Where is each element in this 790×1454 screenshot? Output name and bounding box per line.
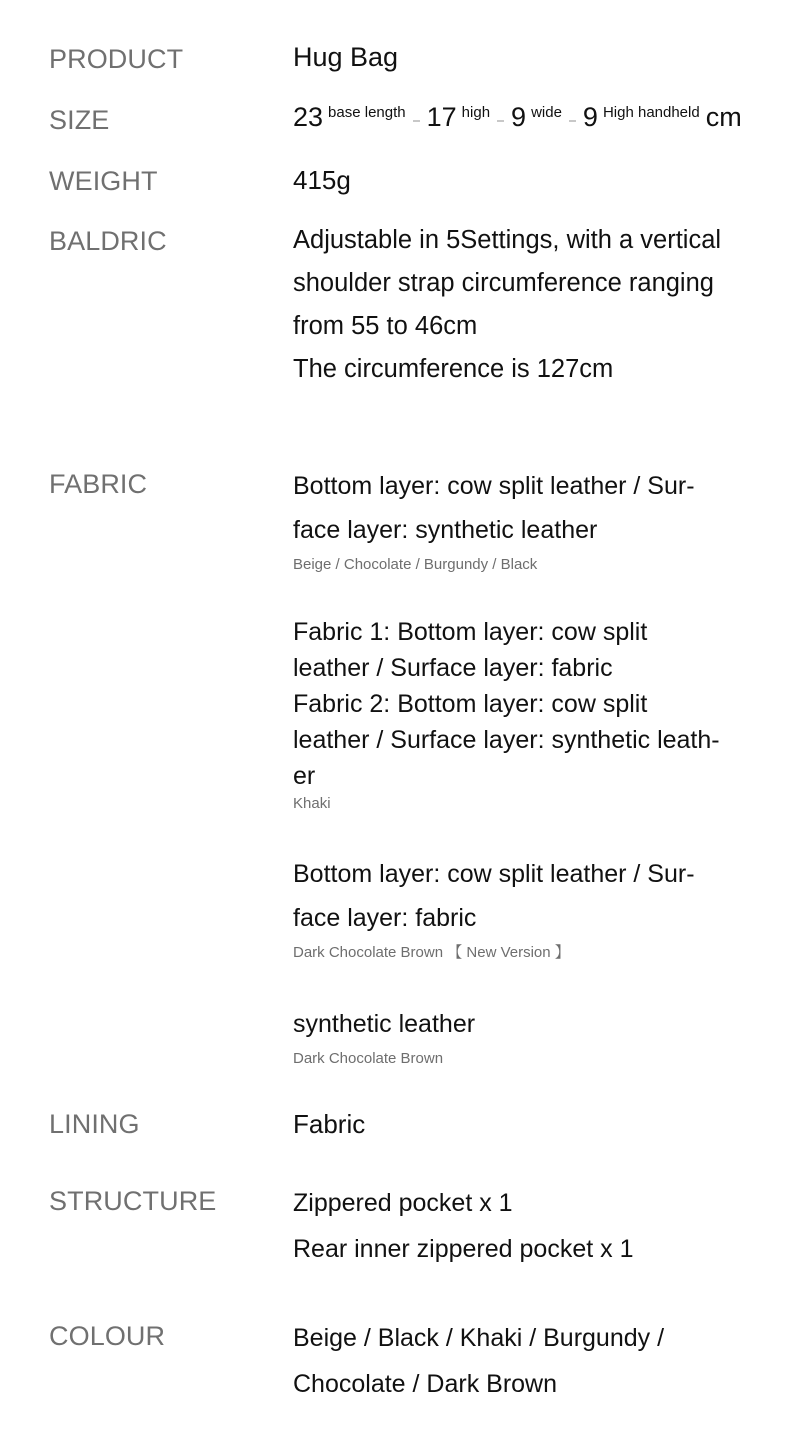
colour-line: Chocolate / Dark Brown bbox=[293, 1370, 558, 1398]
product-label: PRODUCT bbox=[49, 44, 184, 74]
product-value: Hug Bag bbox=[293, 42, 399, 72]
structure-label: STRUCTURE bbox=[49, 1186, 217, 1216]
fabric-group-4 bbox=[293, 1002, 753, 1069]
lining-value: Fabric bbox=[293, 1109, 366, 1139]
fabric-colour-note: Dark Chocolate Brown 【 New Version 】 bbox=[293, 944, 570, 961]
fabric-group-2 bbox=[293, 614, 753, 814]
fabric-line: face layer: fabric bbox=[293, 904, 477, 932]
baldric-line: from 55 to 46cm bbox=[293, 312, 478, 340]
size-unit-cm: cm bbox=[705, 102, 742, 132]
size-num-handheld: 9 bbox=[582, 102, 598, 132]
fabric-group-3 bbox=[293, 852, 753, 963]
size-unit-high: high bbox=[461, 104, 491, 121]
size-unit-length: base length bbox=[328, 104, 406, 121]
fabric-group-1 bbox=[293, 464, 753, 575]
structure-line: Zippered pocket x 1 bbox=[293, 1189, 513, 1217]
size-num-wide: 9 bbox=[511, 102, 527, 132]
baldric-label: BALDRIC bbox=[49, 226, 167, 256]
size-num-high: 17 bbox=[426, 102, 457, 132]
baldric-value bbox=[293, 219, 753, 391]
baldric-line: Adjustable in 5Settings, with a vertical bbox=[293, 226, 722, 254]
fabric-colour-note: Khaki bbox=[293, 795, 331, 812]
fabric-line: Fabric 1: Bottom layer: cow split bbox=[293, 618, 648, 646]
size-separator bbox=[413, 120, 420, 122]
size-num-length: 23 bbox=[293, 102, 324, 132]
size-separator bbox=[569, 120, 576, 122]
weight-value: 415g bbox=[293, 165, 351, 195]
size-value bbox=[293, 102, 742, 133]
fabric-label: FABRIC bbox=[49, 469, 148, 499]
size-separator bbox=[497, 120, 504, 122]
structure-value bbox=[293, 1180, 753, 1272]
lining-label: LINING bbox=[49, 1109, 140, 1139]
size-unit-wide: wide bbox=[531, 104, 562, 121]
baldric-line: The circumference is 127cm bbox=[293, 355, 614, 383]
fabric-line: leather / Surface layer: fabric bbox=[293, 654, 613, 682]
fabric-colour-note: Beige / Chocolate / Burgundy / Black bbox=[293, 556, 538, 573]
fabric-line: face layer: synthetic leather bbox=[293, 516, 598, 544]
fabric-line: Bottom layer: cow split leather / Sur- bbox=[293, 472, 695, 500]
colour-label: COLOUR bbox=[49, 1321, 166, 1351]
fabric-line: er bbox=[293, 762, 316, 790]
baldric-line: shoulder strap circumference ranging bbox=[293, 269, 714, 297]
size-unit-handheld: High handheld bbox=[602, 104, 700, 121]
size-label: SIZE bbox=[49, 105, 110, 135]
fabric-line: synthetic leather bbox=[293, 1010, 476, 1038]
colour-value bbox=[293, 1315, 753, 1407]
colour-line: Beige / Black / Khaki / Burgundy / bbox=[293, 1324, 665, 1352]
weight-label: WEIGHT bbox=[49, 166, 158, 196]
fabric-line: Fabric 2: Bottom layer: cow split bbox=[293, 690, 648, 718]
fabric-line: leather / Surface layer: synthetic leath- bbox=[293, 726, 720, 754]
fabric-colour-note: Dark Chocolate Brown bbox=[293, 1050, 444, 1067]
structure-line: Rear inner zippered pocket x 1 bbox=[293, 1235, 634, 1263]
fabric-line: Bottom layer: cow split leather / Sur- bbox=[293, 860, 695, 888]
